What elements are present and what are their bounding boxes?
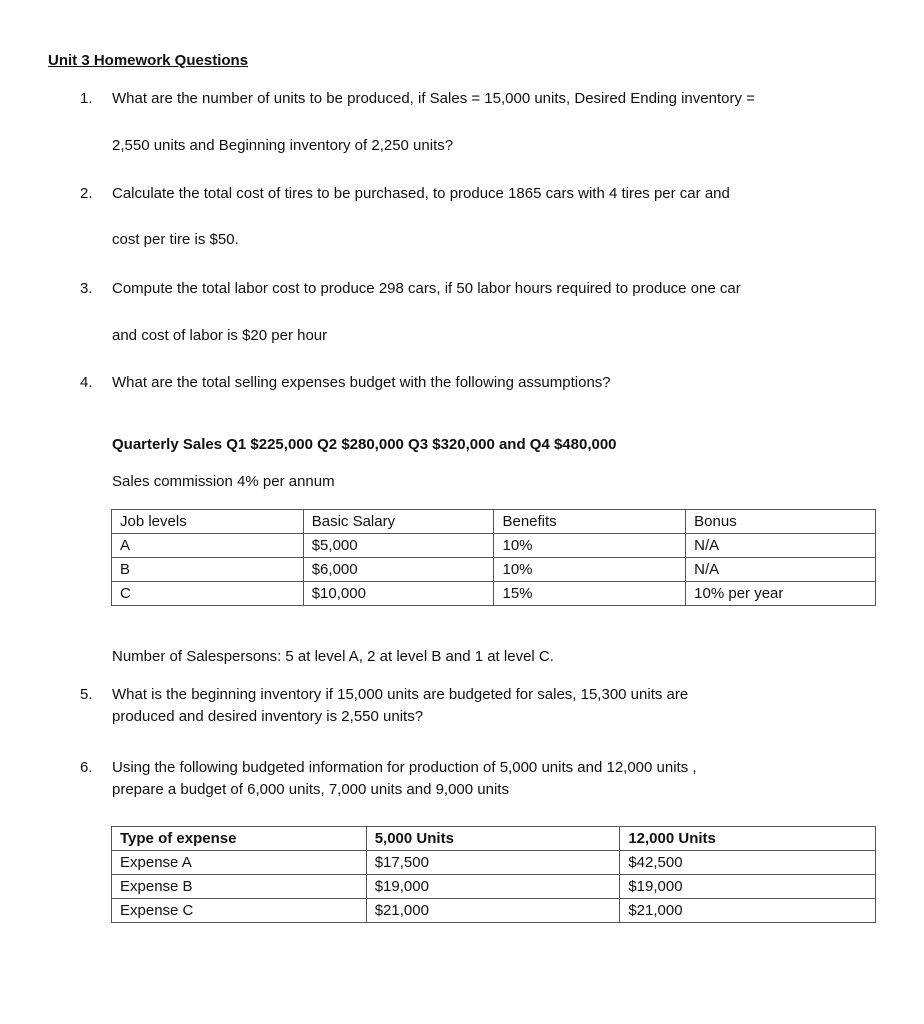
table-cell: N/A <box>686 558 876 582</box>
table-cell: Expense C <box>112 899 367 923</box>
table-cell: $17,500 <box>366 851 620 875</box>
table-cell: Expense A <box>112 851 367 875</box>
table-cell: Benefits <box>494 510 686 534</box>
table-row <box>112 582 876 606</box>
table-cell: $19,000 <box>366 875 620 899</box>
question-1-line-2: 2,550 units and Beginning inventory of 2,250 units? <box>112 137 454 154</box>
table-cell: $5,000 <box>303 534 494 558</box>
table-header-row <box>112 827 876 851</box>
salespersons-count: Number of Salespersons: 5 at level A, 2 at level B and 1 at level C. <box>112 648 554 665</box>
question-number: 3. <box>80 280 93 297</box>
table-cell: $19,000 <box>620 875 876 899</box>
question-2-line-1: Calculate the total cost of tires to be purchased, to produce 1865 cars with 4 tires per car and <box>112 185 730 202</box>
question-3-line-1: Compute the total labor cost to produce 298 cars, if 50 labor hours required to produce one car <box>112 280 741 297</box>
table-cell: 10% <box>494 558 686 582</box>
question-5-line-2: produced and desired inventory is 2,550 units? <box>112 708 424 725</box>
table-cell: 12,000 Units <box>620 827 876 851</box>
table-row <box>112 899 876 923</box>
table-cell: N/A <box>686 534 876 558</box>
table-cell: C <box>112 582 304 606</box>
quarterly-sales: Quarterly Sales Q1 $225,000 Q2 $280,000 Q3 $320,000 and Q4 $480,000 <box>112 436 617 453</box>
question-number: 6. <box>80 759 93 776</box>
job-levels-table <box>111 509 876 606</box>
document-title: Unit 3 Homework Questions <box>48 52 249 69</box>
table-cell: A <box>112 534 304 558</box>
table-cell: $42,500 <box>620 851 876 875</box>
table-cell: $6,000 <box>303 558 494 582</box>
table-cell: Bonus <box>686 510 876 534</box>
table-cell: $10,000 <box>303 582 494 606</box>
table-cell: 10% per year <box>686 582 876 606</box>
table-row <box>112 875 876 899</box>
expense-table <box>111 826 876 923</box>
sales-commission: Sales commission 4% per annum <box>112 473 335 490</box>
table-row <box>112 558 876 582</box>
table-row <box>112 534 876 558</box>
table-header-row <box>112 510 876 534</box>
question-1-line-1: What are the number of units to be produced, if Sales = 15,000 units, Desired Ending inventory = <box>112 90 755 107</box>
question-number: 2. <box>80 185 93 202</box>
table-cell: Expense B <box>112 875 367 899</box>
question-number: 4. <box>80 374 93 391</box>
table-cell: Basic Salary <box>303 510 494 534</box>
question-4-line-1: What are the total selling expenses budget with the following assumptions? <box>112 374 611 391</box>
table-cell: 15% <box>494 582 686 606</box>
table-cell: 5,000 Units <box>366 827 620 851</box>
question-6-line-2: prepare a budget of 6,000 units, 7,000 units and 9,000 units <box>112 781 509 798</box>
table-row <box>112 851 876 875</box>
question-6-line-1: Using the following budgeted information for production of 5,000 units and 12,000 units , <box>112 759 697 776</box>
table-cell: B <box>112 558 304 582</box>
table-cell: Type of expense <box>112 827 367 851</box>
table-cell: Job levels <box>112 510 304 534</box>
question-5-line-1: What is the beginning inventory if 15,000 units are budgeted for sales, 15,300 units are <box>112 686 689 703</box>
question-3-line-2: and cost of labor is $20 per hour <box>112 327 328 344</box>
question-2-line-2: cost per tire is $50. <box>112 231 239 248</box>
question-number: 5. <box>80 686 93 703</box>
table-cell: $21,000 <box>620 899 876 923</box>
question-number: 1. <box>80 90 93 107</box>
table-cell: $21,000 <box>366 899 620 923</box>
table-cell: 10% <box>494 534 686 558</box>
